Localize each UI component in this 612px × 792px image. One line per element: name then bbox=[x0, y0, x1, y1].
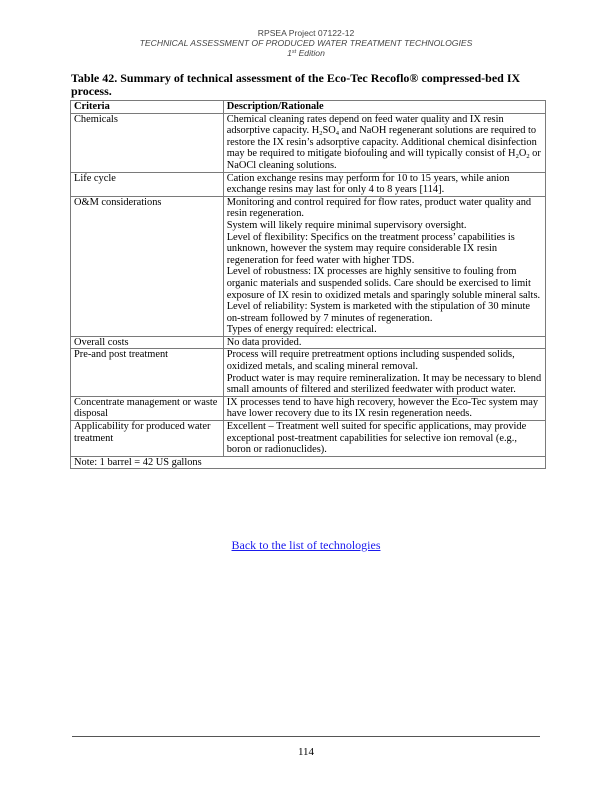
table-row bbox=[71, 421, 546, 457]
table-note-row bbox=[71, 456, 546, 469]
table-row bbox=[71, 196, 546, 336]
description-paragraph: No data provided. bbox=[226, 336, 302, 348]
criteria-cell: Concentrate management or waste disposal bbox=[71, 396, 224, 420]
assessment-table bbox=[70, 100, 546, 469]
column-header-description: Description/Rationale bbox=[223, 101, 545, 114]
running-header-project: RPSEA Project 07122-12 bbox=[257, 28, 355, 38]
criteria-cell: Life cycle bbox=[71, 172, 224, 196]
criteria-cell: Overall costs bbox=[71, 336, 224, 349]
criteria-cell: O&M considerations bbox=[71, 196, 224, 336]
back-to-technologies-link[interactable]: Back to the list of technologies bbox=[231, 538, 381, 552]
description-paragraph: Level of robustness: IX processes are highly sensitive to fouling from organic materials and suspended solids. Care should be exercised to limit exposure of IX resin to oxidized metals and sparingly soluble mineral salts. bbox=[226, 266, 541, 301]
description-paragraph: Process will require pretreatment options including suspended solids, oxidized metals, and scaling mineral removal. bbox=[226, 349, 515, 373]
description-cell bbox=[223, 196, 545, 336]
description-cell bbox=[223, 396, 545, 420]
table-row bbox=[71, 336, 546, 349]
description-paragraph: Monitoring and control required for flow rates, product water quality and resin regeneration. bbox=[226, 196, 532, 220]
table-row bbox=[71, 113, 546, 172]
table-note: Note: 1 barrel = 42 US gallons bbox=[71, 456, 546, 469]
running-header-edition bbox=[0, 48, 612, 58]
description-paragraph: Excellent – Treatment well suited for specific applications, may provide exceptional post-treatment capabilities for selective ion removal (e.g., boron or radionuclides). bbox=[226, 421, 527, 456]
description-paragraph: System will likely require minimal supervisory oversight. bbox=[226, 219, 467, 231]
running-header-title: TECHNICAL ASSESSMENT OF PRODUCED WATER TREATMENT TECHNOLOGIES bbox=[139, 38, 473, 48]
description-paragraph: Product water is may require remineralization. It may be necessary to blend small amounts of filtered and sterilized feedwater with product water. bbox=[226, 372, 542, 396]
edition-word: Edition bbox=[296, 48, 325, 58]
description-cell bbox=[223, 336, 545, 349]
column-header-criteria: Criteria bbox=[71, 101, 224, 114]
description-cell bbox=[223, 349, 545, 396]
description-paragraph: Level of flexibility: Specifics on the treatment process’ capabilities is unknown, however the system may require considerable IX resin regeneration for feed water with higher TDS. bbox=[226, 231, 515, 266]
description-paragraph: Types of energy required: electrical. bbox=[226, 324, 377, 336]
description-paragraph: Level of reliability: System is marketed with the stipulation of 30 minute on-stream followed by 7 minutes of regeneration. bbox=[226, 301, 530, 324]
criteria-cell: Applicability for produced water treatment bbox=[71, 421, 224, 457]
description-cell bbox=[223, 172, 545, 196]
table-header-row bbox=[71, 101, 546, 114]
table-row bbox=[71, 172, 546, 196]
criteria-cell: Chemicals bbox=[71, 113, 224, 172]
footer-rule bbox=[72, 736, 540, 737]
criteria-cell: Pre-and post treatment bbox=[71, 349, 224, 396]
description-cell bbox=[223, 113, 545, 172]
table-row bbox=[71, 396, 546, 420]
description-paragraph: Chemical cleaning rates depend on feed water quality and IX resin adsorptive capacity. $H_2SO_4$ and NaOH regenerant solutions are required to restore the IX resin’s adsorptive capacity. Additional chemical disinfection may be required to mitigate biofouling and will typically consist of $H_2O_2$ or NaOCl cleaning solutions. bbox=[226, 113, 541, 171]
page-number: 114 bbox=[297, 746, 315, 758]
description-paragraph: IX processes tend to have high recovery, however the Eco-Tec system may have lower recovery due to its IX resin regeneration needs. bbox=[226, 396, 539, 420]
link-container bbox=[0, 538, 612, 553]
edition-superscript: st bbox=[291, 49, 297, 55]
table-row bbox=[71, 349, 546, 396]
table-caption: Table 42. Summary of technical assessment of the Eco-Tec Recoflo® compressed-bed IX process. bbox=[71, 71, 521, 98]
edition-number: 1 bbox=[287, 48, 292, 58]
table-body bbox=[71, 113, 546, 456]
description-cell bbox=[223, 421, 545, 457]
description-paragraph: Cation exchange resins may perform for 10 to 15 years, while anion exchange resins may last for only 4 to 8 years [114]. bbox=[226, 172, 510, 196]
